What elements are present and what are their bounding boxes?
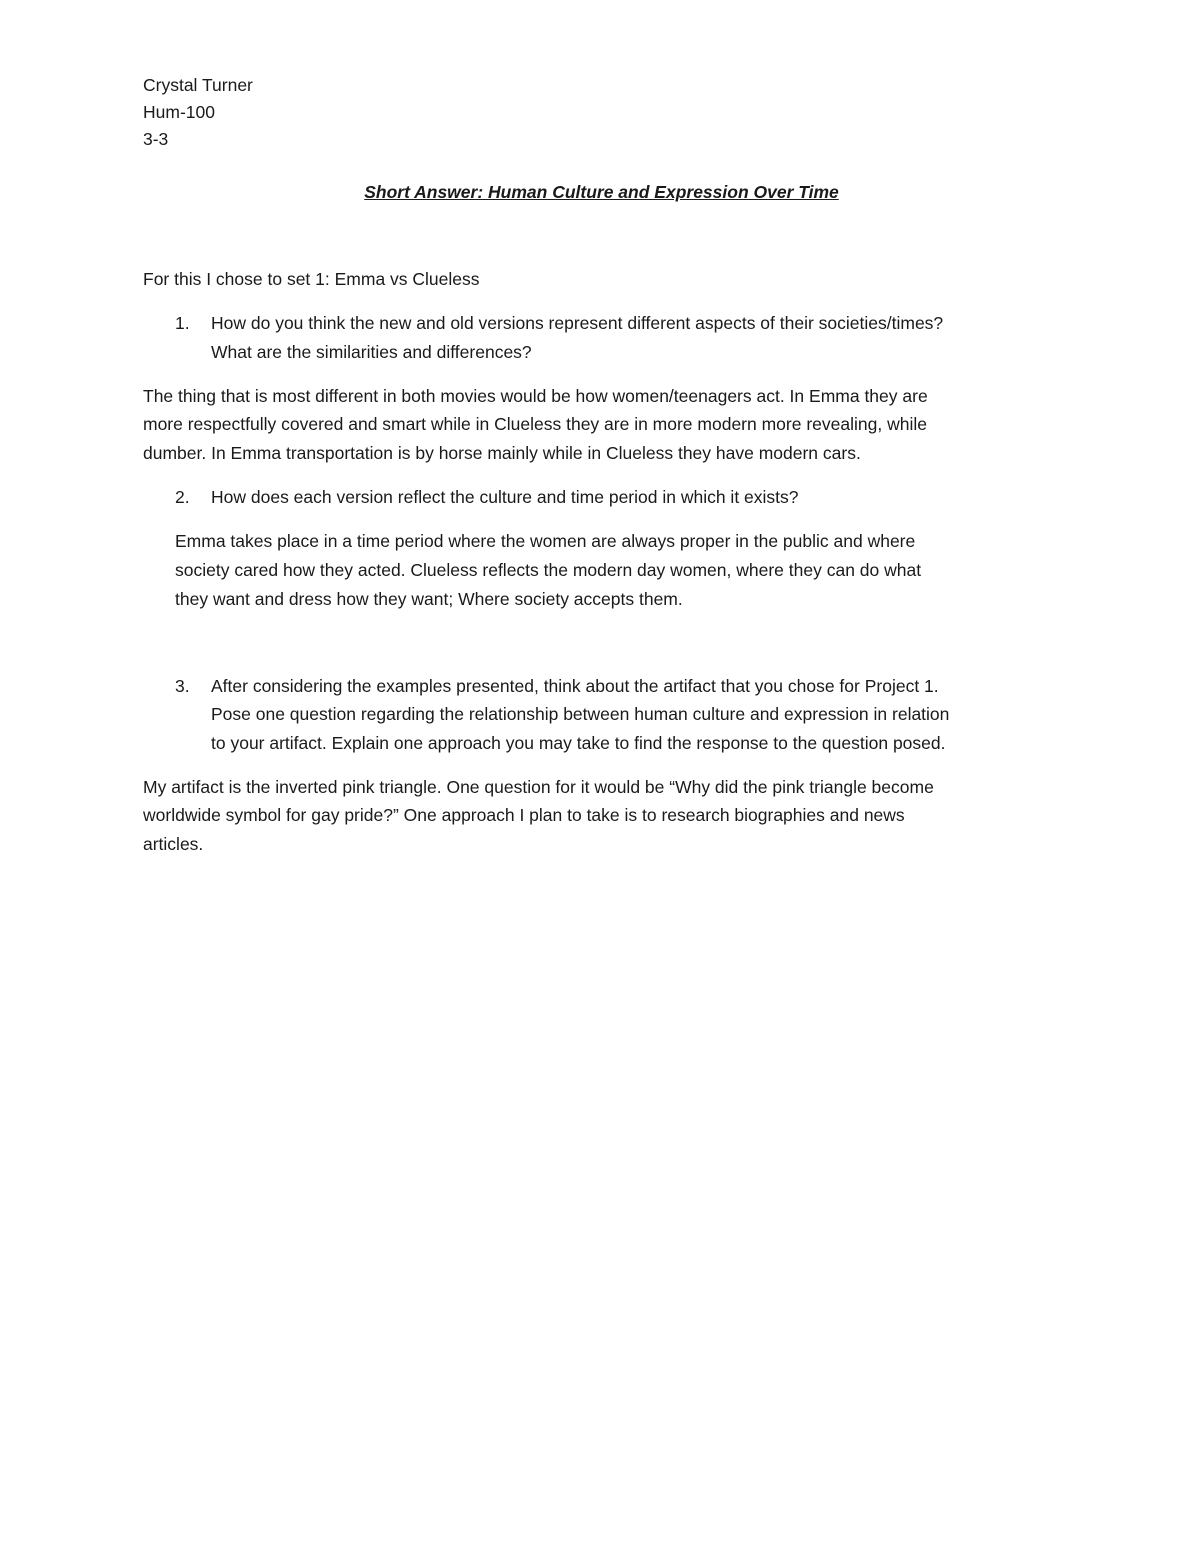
- question-3-line-3: to your artifact. Explain one approach you may take to find the response to the question posed.: [211, 733, 946, 753]
- question-2-line-1: How does each version reflect the culture and time period in which it exists?: [211, 487, 799, 507]
- answer-1-line-3: dumber. In Emma transportation is by horse mainly while in Clueless they have modern cars.: [143, 443, 861, 463]
- question-1-line-2: What are the similarities and differences?: [211, 342, 532, 362]
- answer-3-line-1: My artifact is the inverted pink triangle. One question for it would be “Why did the pink triangle become: [143, 777, 934, 797]
- answer-2-line-1: Emma takes place in a time period where the women are always proper in the public and where: [175, 531, 916, 551]
- assignment-number: 3-3: [143, 129, 169, 149]
- answer-3-line-3: articles.: [143, 834, 204, 854]
- document-title: Short Answer: Human Culture and Expression Over Time: [364, 182, 839, 202]
- answer-2-line-3: they want and dress how they want; Where society accepts them.: [175, 589, 683, 609]
- question-2-number: 2.: [175, 487, 190, 507]
- answer-1-line-2: more respectfully covered and smart while in Clueless they are in more modern more revealing, while: [143, 414, 927, 434]
- author-name: Crystal Turner: [143, 75, 253, 95]
- intro-text: For this I chose to set 1: Emma vs Clueless: [143, 269, 480, 289]
- answer-2-line-2: society cared how they acted. Clueless reflects the modern day women, where they can do what: [175, 560, 922, 580]
- question-3-line-2: Pose one question regarding the relationship between human culture and expression in relation: [211, 704, 950, 724]
- answer-3-line-2: worldwide symbol for gay pride?” One approach I plan to take is to research biographies and news: [143, 805, 905, 825]
- question-3-number: 3.: [175, 676, 190, 696]
- answer-1-line-1: The thing that is most different in both movies would be how women/teenagers act. In Emma they are: [143, 386, 928, 406]
- question-3-line-1: After considering the examples presented, think about the artifact that you chose for Project 1.: [211, 676, 939, 696]
- question-1-number: 1.: [175, 313, 190, 333]
- question-1-line-1: How do you think the new and old versions represent different aspects of their societies/times?: [211, 313, 944, 333]
- course-code: Hum-100: [143, 102, 215, 122]
